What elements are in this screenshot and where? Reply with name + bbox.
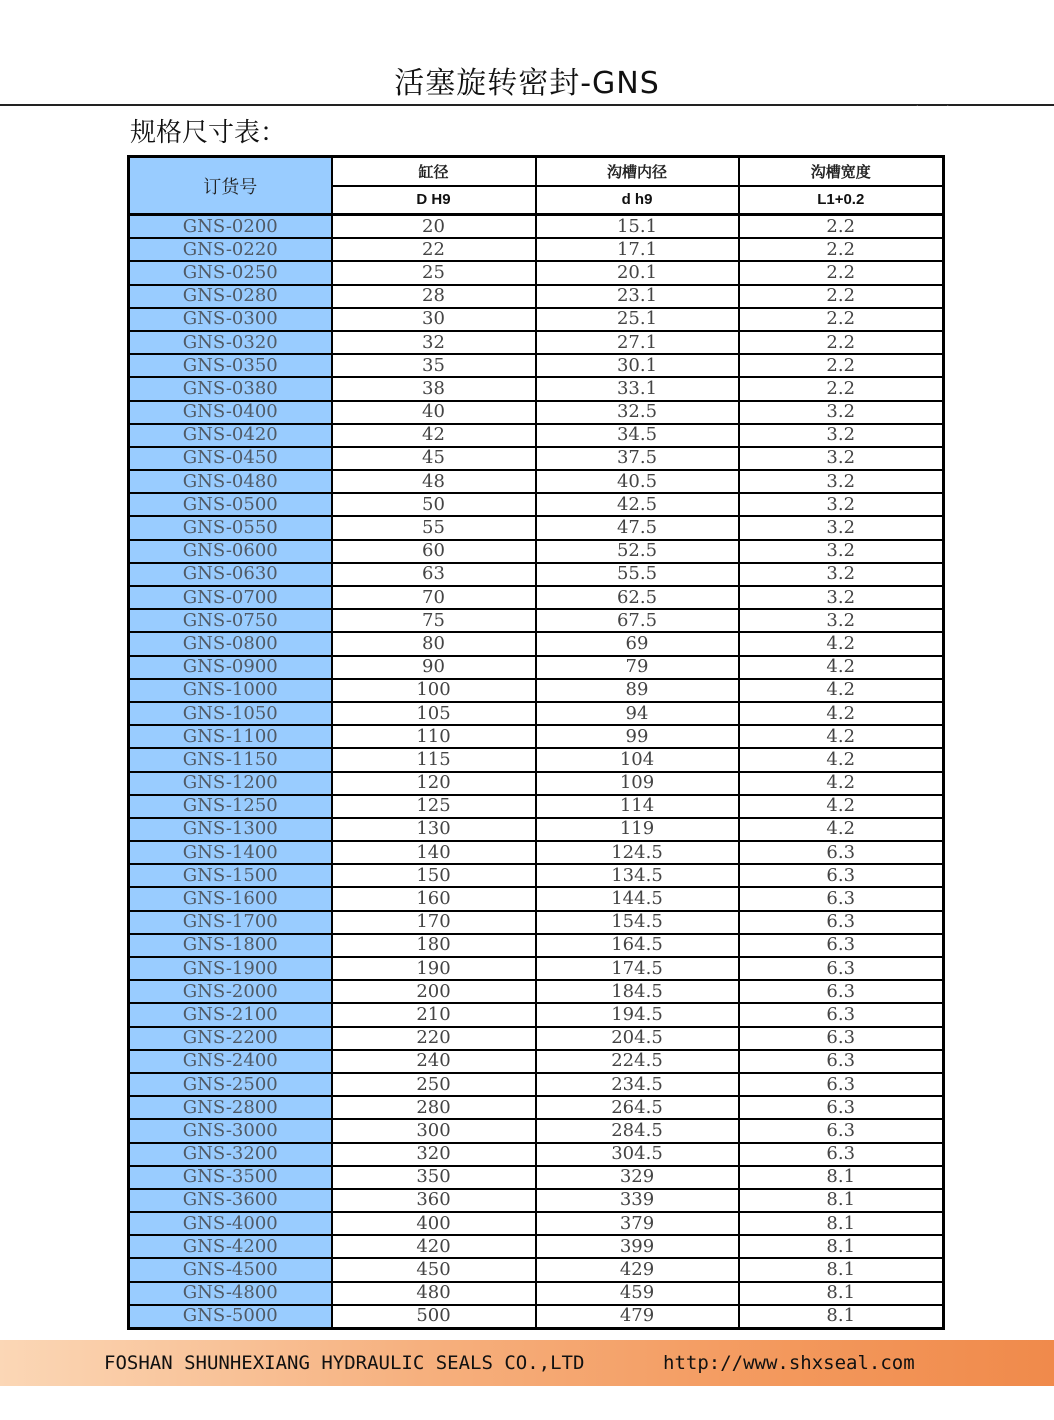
bore-cell: 42 — [332, 424, 536, 447]
groove-width-cell: 8.1 — [739, 1212, 944, 1235]
order-no-cell: GNS-4800 — [129, 1282, 332, 1305]
order-no-cell: GNS-0550 — [129, 516, 332, 539]
groove-width-cell: 3.2 — [739, 516, 944, 539]
header-groove-width-tolerance: L1+0.2 — [739, 186, 944, 215]
table-row — [129, 1258, 944, 1281]
bore-cell: 420 — [332, 1235, 536, 1258]
order-no-cell: GNS-1600 — [129, 887, 332, 910]
groove-diameter-cell: 109 — [536, 772, 739, 795]
table-row — [129, 447, 944, 470]
order-no-cell: GNS-0480 — [129, 470, 332, 493]
order-no-cell: GNS-1050 — [129, 702, 332, 725]
groove-width-cell: 6.3 — [739, 957, 944, 980]
bore-cell: 105 — [332, 702, 536, 725]
order-no-cell: GNS-3000 — [129, 1119, 332, 1142]
groove-width-cell: 2.2 — [739, 308, 944, 331]
bore-cell: 25 — [332, 261, 536, 284]
groove-width-cell: 6.3 — [739, 1096, 944, 1119]
table-row — [129, 980, 944, 1003]
groove-width-cell: 4.2 — [739, 725, 944, 748]
order-no-cell: GNS-0350 — [129, 354, 332, 377]
groove-diameter-cell: 30.1 — [536, 354, 739, 377]
header-bore-tolerance: D H9 — [332, 186, 536, 215]
bore-cell: 160 — [332, 887, 536, 910]
order-no-cell: GNS-0600 — [129, 540, 332, 563]
groove-width-cell: 8.1 — [739, 1235, 944, 1258]
order-no-cell: GNS-0900 — [129, 656, 332, 679]
groove-diameter-cell: 27.1 — [536, 331, 739, 354]
groove-width-cell: 2.2 — [739, 331, 944, 354]
order-no-cell: GNS-1500 — [129, 864, 332, 887]
groove-width-cell: 8.1 — [739, 1305, 944, 1329]
table-row — [129, 864, 944, 887]
groove-width-cell: 4.2 — [739, 679, 944, 702]
groove-diameter-cell: 42.5 — [536, 493, 739, 516]
table-row — [129, 725, 944, 748]
document-title: 活塞旋转密封-GNS — [394, 66, 660, 101]
order-no-cell: GNS-0420 — [129, 424, 332, 447]
groove-diameter-cell: 104 — [536, 748, 739, 771]
groove-width-cell: 3.2 — [739, 424, 944, 447]
table-row — [129, 1166, 944, 1189]
table-row — [129, 887, 944, 910]
order-no-cell: GNS-4000 — [129, 1212, 332, 1235]
bore-cell: 200 — [332, 980, 536, 1003]
table-row — [129, 308, 944, 331]
order-no-cell: GNS-2500 — [129, 1073, 332, 1096]
website-link[interactable]: http://www.shxseal.com — [663, 1352, 915, 1374]
groove-diameter-cell: 62.5 — [536, 586, 739, 609]
bore-cell: 28 — [332, 285, 536, 308]
table-row — [129, 1282, 944, 1305]
groove-diameter-cell: 304.5 — [536, 1143, 739, 1166]
groove-diameter-cell: 329 — [536, 1166, 739, 1189]
table-row — [129, 818, 944, 841]
table-row — [129, 957, 944, 980]
groove-width-cell: 6.3 — [739, 1027, 944, 1050]
title-divider — [0, 104, 1054, 106]
groove-diameter-cell: 55.5 — [536, 563, 739, 586]
bore-cell: 70 — [332, 586, 536, 609]
table-row — [129, 424, 944, 447]
table-row — [129, 1073, 944, 1096]
spec-table-body — [129, 215, 944, 1329]
groove-diameter-cell: 114 — [536, 795, 739, 818]
order-no-cell: GNS-4200 — [129, 1235, 332, 1258]
bore-cell: 40 — [332, 401, 536, 424]
groove-width-cell: 6.3 — [739, 1050, 944, 1073]
bore-cell: 190 — [332, 957, 536, 980]
groove-width-cell: 3.2 — [739, 401, 944, 424]
bore-cell: 125 — [332, 795, 536, 818]
groove-width-cell: 6.3 — [739, 1143, 944, 1166]
table-row — [129, 331, 944, 354]
groove-diameter-cell: 429 — [536, 1258, 739, 1281]
groove-diameter-cell: 379 — [536, 1212, 739, 1235]
bore-cell: 280 — [332, 1096, 536, 1119]
groove-width-cell: 8.1 — [739, 1282, 944, 1305]
order-no-cell: GNS-0200 — [129, 215, 332, 239]
groove-width-cell: 4.2 — [739, 772, 944, 795]
order-no-cell: GNS-1700 — [129, 911, 332, 934]
groove-diameter-cell: 119 — [536, 818, 739, 841]
bore-cell: 350 — [332, 1166, 536, 1189]
groove-width-cell: 3.2 — [739, 563, 944, 586]
groove-diameter-cell: 89 — [536, 679, 739, 702]
bore-cell: 140 — [332, 841, 536, 864]
bore-cell: 90 — [332, 656, 536, 679]
groove-diameter-cell: 164.5 — [536, 934, 739, 957]
groove-width-cell: 2.2 — [739, 261, 944, 284]
groove-diameter-cell: 234.5 — [536, 1073, 739, 1096]
header-groove-diameter-tolerance: d h9 — [536, 186, 739, 215]
bore-cell: 210 — [332, 1003, 536, 1026]
bore-cell: 150 — [332, 864, 536, 887]
groove-width-cell: 4.2 — [739, 632, 944, 655]
groove-diameter-cell: 134.5 — [536, 864, 739, 887]
order-no-cell: GNS-3600 — [129, 1189, 332, 1212]
table-row — [129, 1305, 944, 1329]
groove-width-cell: 4.2 — [739, 748, 944, 771]
bore-cell: 450 — [332, 1258, 536, 1281]
table-row — [129, 1003, 944, 1026]
groove-width-cell: 8.1 — [739, 1258, 944, 1281]
bore-cell: 32 — [332, 331, 536, 354]
groove-width-cell: 8.1 — [739, 1166, 944, 1189]
bore-cell: 110 — [332, 725, 536, 748]
order-no-cell: GNS-1800 — [129, 934, 332, 957]
order-no-cell: GNS-1300 — [129, 818, 332, 841]
table-row — [129, 1143, 944, 1166]
bore-cell: 38 — [332, 377, 536, 400]
order-no-cell: GNS-4500 — [129, 1258, 332, 1281]
groove-diameter-cell: 459 — [536, 1282, 739, 1305]
groove-width-cell: 3.2 — [739, 609, 944, 632]
order-no-cell: GNS-2100 — [129, 1003, 332, 1026]
groove-width-cell: 3.2 — [739, 586, 944, 609]
bore-cell: 115 — [332, 748, 536, 771]
header-groove-width: 沟槽宽度 — [739, 157, 944, 186]
order-no-cell: GNS-3500 — [129, 1166, 332, 1189]
table-row — [129, 215, 944, 239]
order-no-cell: GNS-2400 — [129, 1050, 332, 1073]
order-no-cell: GNS-0750 — [129, 609, 332, 632]
groove-diameter-cell: 33.1 — [536, 377, 739, 400]
groove-diameter-cell: 15.1 — [536, 215, 739, 239]
groove-width-cell: 4.2 — [739, 795, 944, 818]
groove-diameter-cell: 154.5 — [536, 911, 739, 934]
groove-diameter-cell: 124.5 — [536, 841, 739, 864]
bore-cell: 130 — [332, 818, 536, 841]
groove-width-cell: 6.3 — [739, 887, 944, 910]
order-no-cell: GNS-0630 — [129, 563, 332, 586]
order-no-cell: GNS-1400 — [129, 841, 332, 864]
bore-cell: 250 — [332, 1073, 536, 1096]
order-no-cell: GNS-2200 — [129, 1027, 332, 1050]
groove-diameter-cell: 399 — [536, 1235, 739, 1258]
table-row — [129, 377, 944, 400]
groove-diameter-cell: 67.5 — [536, 609, 739, 632]
table-row — [129, 540, 944, 563]
groove-width-cell: 3.2 — [739, 493, 944, 516]
order-no-cell: GNS-0700 — [129, 586, 332, 609]
bore-cell: 35 — [332, 354, 536, 377]
order-no-cell: GNS-0500 — [129, 493, 332, 516]
table-row — [129, 795, 944, 818]
groove-diameter-cell: 32.5 — [536, 401, 739, 424]
order-no-cell: GNS-2800 — [129, 1096, 332, 1119]
order-no-cell: GNS-1900 — [129, 957, 332, 980]
bore-cell: 100 — [332, 679, 536, 702]
groove-diameter-cell: 34.5 — [536, 424, 739, 447]
spec-table — [127, 155, 945, 1330]
groove-diameter-cell: 52.5 — [536, 540, 739, 563]
bore-cell: 45 — [332, 447, 536, 470]
bore-cell: 480 — [332, 1282, 536, 1305]
groove-diameter-cell: 194.5 — [536, 1003, 739, 1026]
groove-diameter-cell: 40.5 — [536, 470, 739, 493]
table-row — [129, 1189, 944, 1212]
bore-cell: 320 — [332, 1143, 536, 1166]
divider-marks: .. — [916, 99, 978, 108]
order-no-cell: GNS-0380 — [129, 377, 332, 400]
groove-width-cell: 4.2 — [739, 818, 944, 841]
groove-diameter-cell: 204.5 — [536, 1027, 739, 1050]
groove-width-cell: 2.2 — [739, 377, 944, 400]
bore-cell: 50 — [332, 493, 536, 516]
table-row — [129, 656, 944, 679]
bore-cell: 300 — [332, 1119, 536, 1142]
groove-width-cell: 6.3 — [739, 864, 944, 887]
groove-width-cell: 6.3 — [739, 980, 944, 1003]
groove-diameter-cell: 184.5 — [536, 980, 739, 1003]
table-row — [129, 748, 944, 771]
bore-cell: 400 — [332, 1212, 536, 1235]
table-row — [129, 934, 944, 957]
groove-width-cell: 6.3 — [739, 934, 944, 957]
groove-diameter-cell: 479 — [536, 1305, 739, 1329]
order-no-cell: GNS-2000 — [129, 980, 332, 1003]
table-row — [129, 1096, 944, 1119]
groove-diameter-cell: 264.5 — [536, 1096, 739, 1119]
table-row — [129, 586, 944, 609]
groove-width-cell: 3.2 — [739, 447, 944, 470]
groove-width-cell: 2.2 — [739, 285, 944, 308]
bore-cell: 30 — [332, 308, 536, 331]
groove-diameter-cell: 20.1 — [536, 261, 739, 284]
table-row — [129, 285, 944, 308]
bore-cell: 80 — [332, 632, 536, 655]
table-row — [129, 493, 944, 516]
groove-diameter-cell: 224.5 — [536, 1050, 739, 1073]
groove-width-cell: 2.2 — [739, 354, 944, 377]
table-row — [129, 609, 944, 632]
order-no-cell: GNS-0300 — [129, 308, 332, 331]
order-no-cell: GNS-0800 — [129, 632, 332, 655]
table-row — [129, 772, 944, 795]
groove-diameter-cell: 69 — [536, 632, 739, 655]
bore-cell: 20 — [332, 215, 536, 239]
groove-diameter-cell: 17.1 — [536, 238, 739, 261]
table-row — [129, 238, 944, 261]
bore-cell: 63 — [332, 563, 536, 586]
order-no-cell: GNS-0320 — [129, 331, 332, 354]
footer-bar — [0, 1340, 1054, 1386]
groove-width-cell: 6.3 — [739, 911, 944, 934]
bore-cell: 180 — [332, 934, 536, 957]
table-row — [129, 401, 944, 424]
groove-width-cell: 6.3 — [739, 1003, 944, 1026]
groove-diameter-cell: 25.1 — [536, 308, 739, 331]
table-row — [129, 470, 944, 493]
table-row — [129, 632, 944, 655]
order-no-cell: GNS-1000 — [129, 679, 332, 702]
bore-cell: 55 — [332, 516, 536, 539]
groove-width-cell: 3.2 — [739, 540, 944, 563]
table-row — [129, 563, 944, 586]
groove-diameter-cell: 284.5 — [536, 1119, 739, 1142]
order-no-cell: GNS-5000 — [129, 1305, 332, 1329]
bore-cell: 120 — [332, 772, 536, 795]
table-row — [129, 261, 944, 284]
bore-cell: 500 — [332, 1305, 536, 1329]
company-name: FOSHAN SHUNHEXIANG HYDRAULIC SEALS CO.,LTD — [104, 1352, 585, 1374]
groove-diameter-cell: 339 — [536, 1189, 739, 1212]
groove-diameter-cell: 37.5 — [536, 447, 739, 470]
order-no-cell: GNS-0400 — [129, 401, 332, 424]
order-no-cell: GNS-1250 — [129, 795, 332, 818]
bore-cell: 220 — [332, 1027, 536, 1050]
order-no-cell: GNS-0450 — [129, 447, 332, 470]
groove-diameter-cell: 79 — [536, 656, 739, 679]
table-row — [129, 841, 944, 864]
groove-diameter-cell: 94 — [536, 702, 739, 725]
groove-width-cell: 6.3 — [739, 841, 944, 864]
groove-width-cell: 6.3 — [739, 1119, 944, 1142]
groove-width-cell: 2.2 — [739, 238, 944, 261]
groove-diameter-cell: 23.1 — [536, 285, 739, 308]
groove-width-cell: 6.3 — [739, 1073, 944, 1096]
header-bore: 缸径 — [332, 157, 536, 186]
table-row — [129, 702, 944, 725]
order-no-cell: GNS-1200 — [129, 772, 332, 795]
bore-cell: 75 — [332, 609, 536, 632]
bore-cell: 60 — [332, 540, 536, 563]
groove-width-cell: 4.2 — [739, 656, 944, 679]
table-row — [129, 516, 944, 539]
groove-diameter-cell: 174.5 — [536, 957, 739, 980]
table-row — [129, 1027, 944, 1050]
order-no-cell: GNS-1100 — [129, 725, 332, 748]
order-no-cell: GNS-3200 — [129, 1143, 332, 1166]
bore-cell: 240 — [332, 1050, 536, 1073]
table-row — [129, 354, 944, 377]
table-row — [129, 1212, 944, 1235]
groove-width-cell: 8.1 — [739, 1189, 944, 1212]
order-no-cell: GNS-0220 — [129, 238, 332, 261]
header-groove-diameter: 沟槽内径 — [536, 157, 739, 186]
order-no-cell: GNS-1150 — [129, 748, 332, 771]
header-order-no: 订货号 — [129, 157, 332, 215]
groove-width-cell: 4.2 — [739, 702, 944, 725]
table-row — [129, 1235, 944, 1258]
table-row — [129, 1119, 944, 1142]
groove-diameter-cell: 144.5 — [536, 887, 739, 910]
groove-diameter-cell: 47.5 — [536, 516, 739, 539]
table-row — [129, 911, 944, 934]
order-no-cell: GNS-0280 — [129, 285, 332, 308]
groove-diameter-cell: 99 — [536, 725, 739, 748]
table-row — [129, 1050, 944, 1073]
bore-cell: 22 — [332, 238, 536, 261]
bore-cell: 360 — [332, 1189, 536, 1212]
groove-width-cell: 2.2 — [739, 215, 944, 239]
order-no-cell: GNS-0250 — [129, 261, 332, 284]
section-heading: 规格尺寸表： — [130, 118, 287, 148]
bore-cell: 48 — [332, 470, 536, 493]
table-row — [129, 679, 944, 702]
bore-cell: 170 — [332, 911, 536, 934]
groove-width-cell: 3.2 — [739, 470, 944, 493]
